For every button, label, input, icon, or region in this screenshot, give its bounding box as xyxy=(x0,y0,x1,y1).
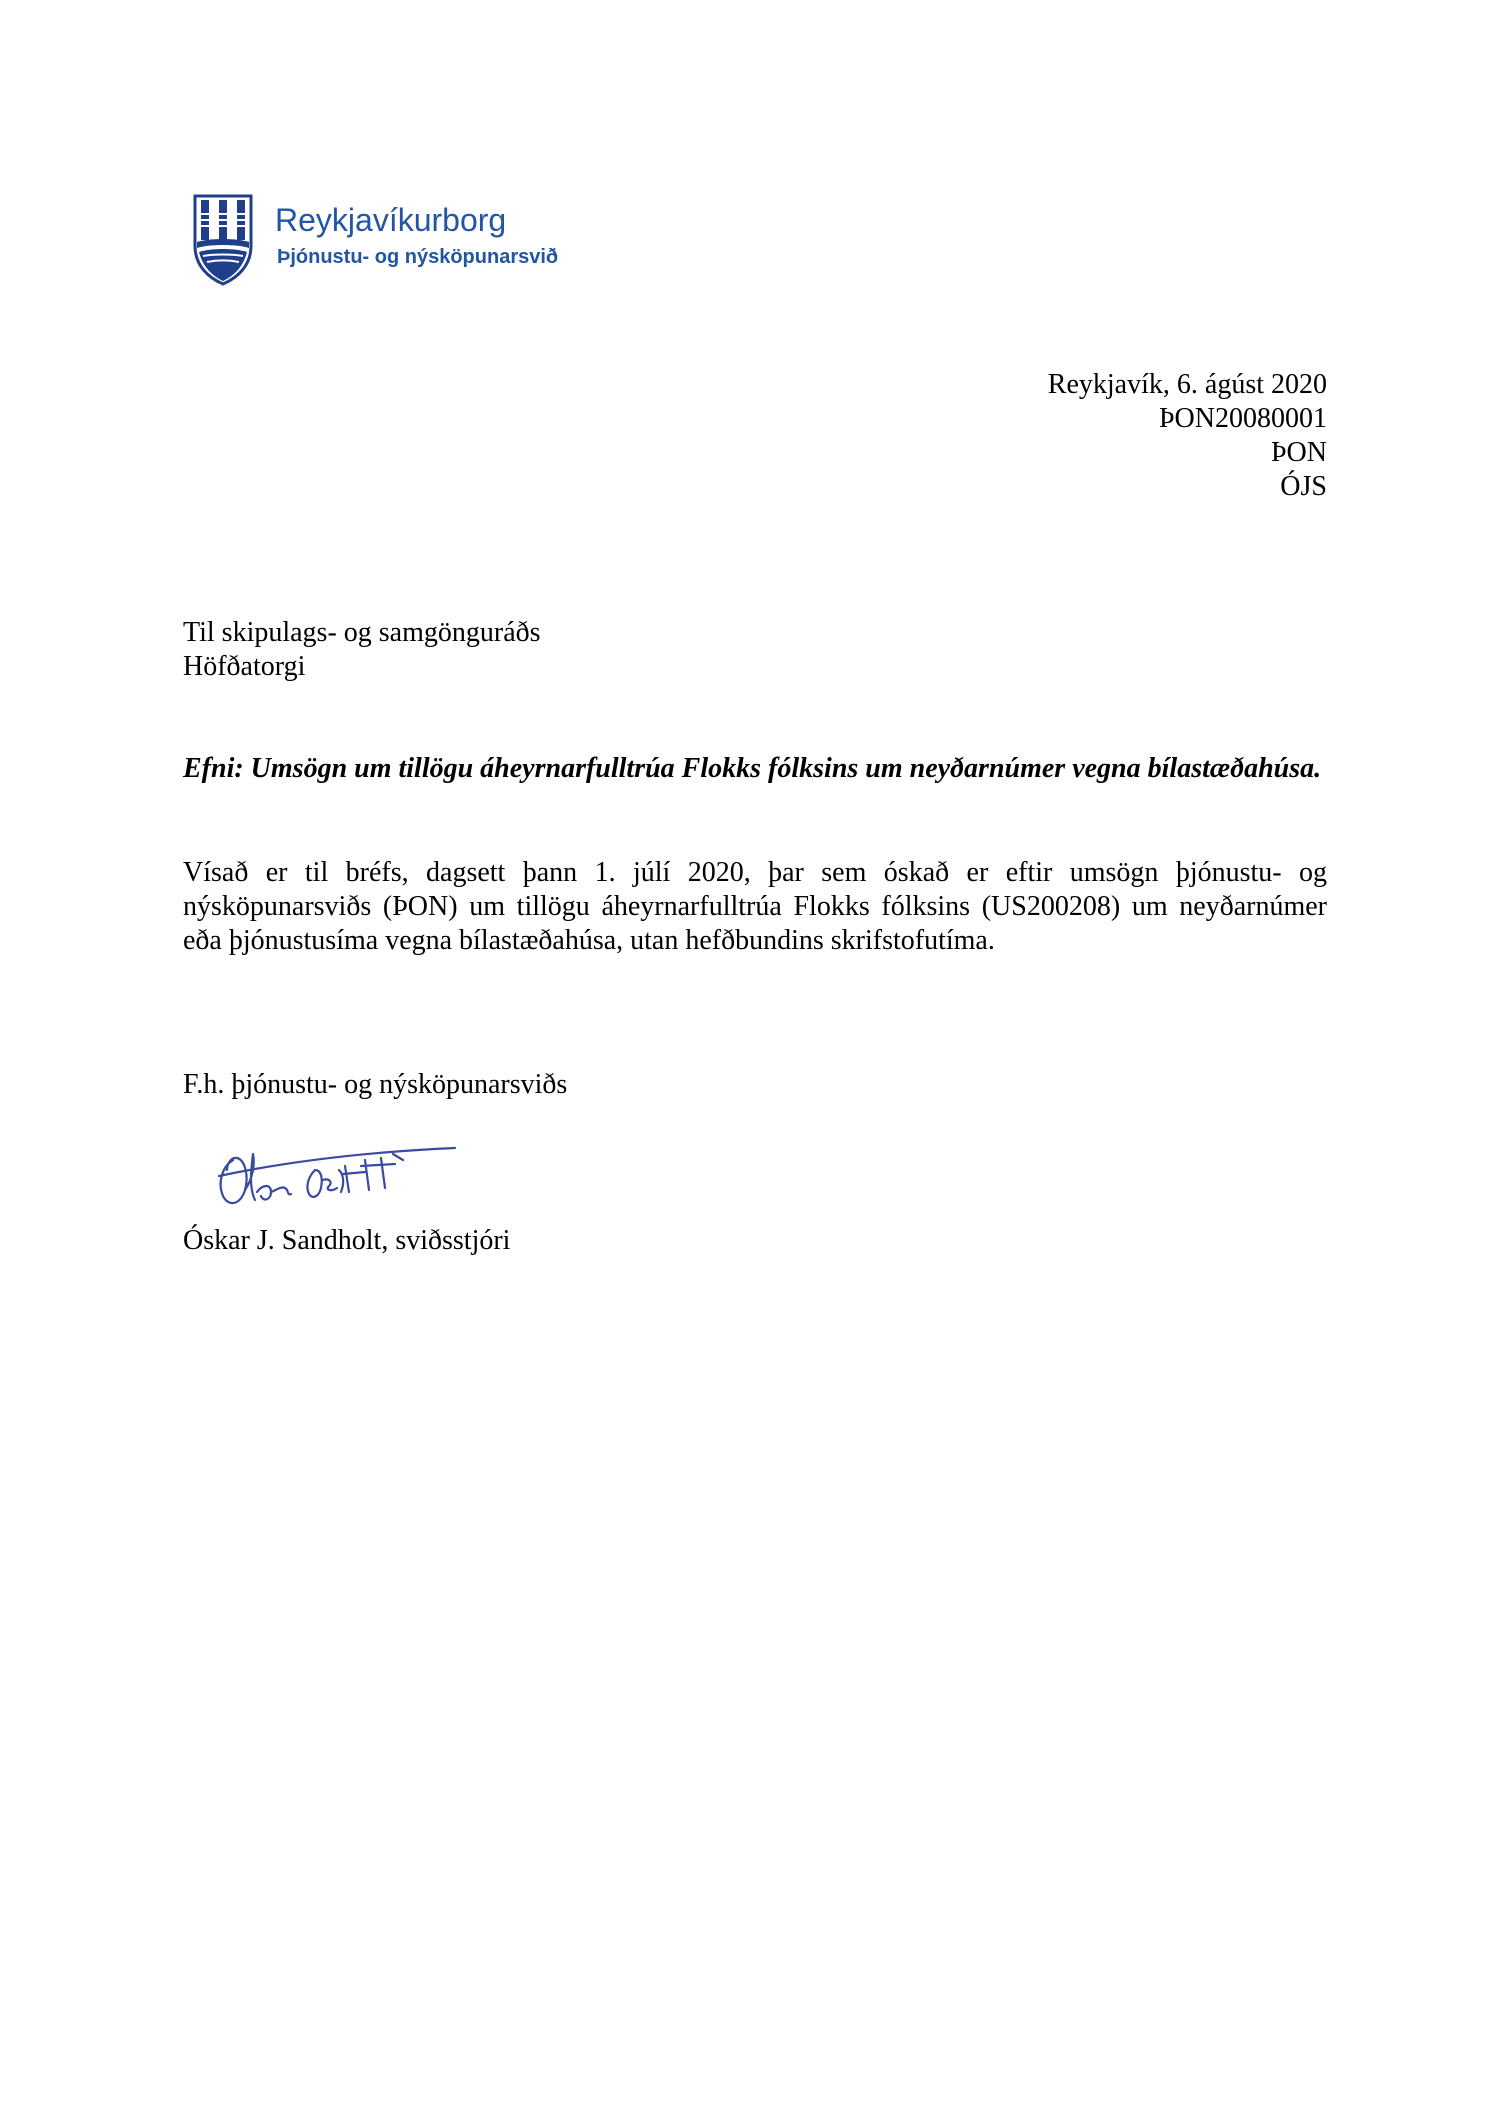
recipient-address: Höfðatorgi xyxy=(183,651,306,682)
body-paragraph: Vísað er til bréfs, dagsett þann 1. júlí 2020, þar sem óskað er eftir umsögn þjónustu- og nýsköpunarsviðs (ÞON) um tillögu áheyrnarfulltrúa Flokks fólksins (US200208) um neyðarnúmer eða þjónustusíma vegna bílastæðahúsa, utan hefðbundins skrifstofutíma. xyxy=(183,857,1327,956)
recipient-line: Til skipulags- og samgönguráðs xyxy=(183,617,541,648)
handwritten-signature xyxy=(205,1130,495,1220)
author-initials: ÓJS xyxy=(1280,471,1327,502)
division-name: Þjónustu- og nýsköpunarsvið xyxy=(277,246,559,268)
place-date: Reykjavík, 6. ágúst 2020 xyxy=(1047,369,1327,400)
closing-on-behalf: F.h. þjónustu- og nýsköpunarsviðs xyxy=(183,1069,568,1100)
signatory-name: Óskar J. Sandholt, sviðsstjóri xyxy=(183,1225,511,1256)
recipient-block xyxy=(183,616,541,684)
department-code: ÞON xyxy=(1270,437,1327,468)
org-name: Reykjavíkurborg xyxy=(275,202,507,238)
reykjavik-coat-of-arms-icon xyxy=(193,194,253,286)
letterhead-logo xyxy=(193,190,573,290)
reference-block xyxy=(1048,368,1327,504)
subject-line: Efni: Umsögn um tillögu áheyrnarfulltrúa Flokks fólksins um neyðarnúmer vegna bílastæðahúsa. xyxy=(183,753,1322,784)
case-number: ÞON20080001 xyxy=(1158,403,1327,434)
